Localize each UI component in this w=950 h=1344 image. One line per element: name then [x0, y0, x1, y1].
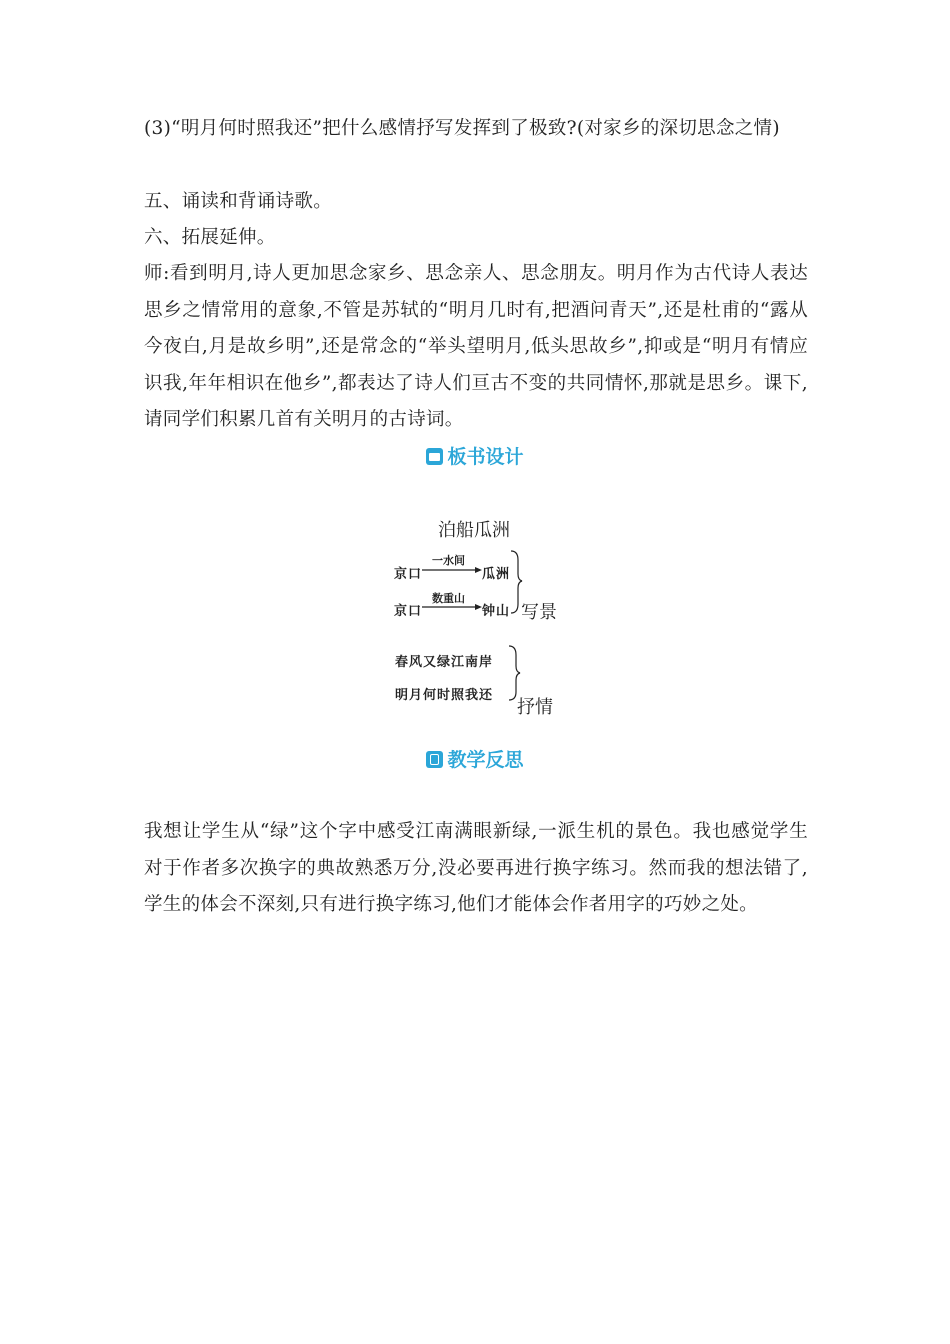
brace-emotion	[509, 646, 520, 700]
row2-arrowhead	[475, 604, 482, 610]
board-design-title: 板书设计	[447, 446, 524, 468]
row2-from: 京口	[394, 604, 423, 619]
row1-arrowhead	[475, 567, 482, 573]
step-6: 六、拓展延伸。	[144, 227, 276, 248]
reflection-icon	[426, 751, 443, 768]
question-3: (3)“明月何时照我还”把什么感情抒写发挥到了极致?(对家乡的深切思念之情)	[144, 118, 780, 139]
brace-scene	[511, 551, 522, 613]
reflection-text: 我想让学生从“绿”这个字中感受江南满眼新绿,一派生机的景色。我也感觉学生对于作者多次换字的典故熟悉万分,没必要再进行换字练习。然而我的想法错了,学生的体会不深刻,只有进行换字练习,他们才能体会作者用字的巧妙之处。	[144, 821, 808, 915]
emotion-label: 抒情	[517, 697, 553, 718]
row2-via: 数重山	[432, 592, 465, 605]
row2-to: 钟山	[482, 604, 511, 619]
poem-line-2: 明月何时照我还	[395, 688, 494, 703]
reflection-title: 教学反思	[447, 749, 524, 771]
poem-line-1: 春风又绿江南岸	[395, 655, 494, 670]
row1-via: 一水间	[432, 554, 465, 567]
row1-to: 瓜洲	[482, 567, 511, 582]
teacher-speech: 师:看到明月,诗人更加思念家乡、思念亲人、思念朋友。明月作为古代诗人表达思乡之情常用的意象,不管是苏轼的“明月几时有,把酒问青天”,还是杜甫的“露从今夜白,月是故乡明”,还是常念的“举头望明月,低头思故乡”,抑或是“明月有情应识我,年年相识在他乡”,都表达了诗人们亘古不变的共同情怀,那就是思乡。课下,请同学们积累几首有关明月的古诗词。	[144, 263, 808, 430]
reflection-heading	[0, 745, 950, 772]
scene-label: 写景	[521, 602, 557, 623]
step-5: 五、诵读和背诵诗歌。	[144, 191, 333, 212]
poem-title: 泊船瓜洲	[438, 520, 510, 541]
row1-from: 京口	[394, 567, 423, 582]
